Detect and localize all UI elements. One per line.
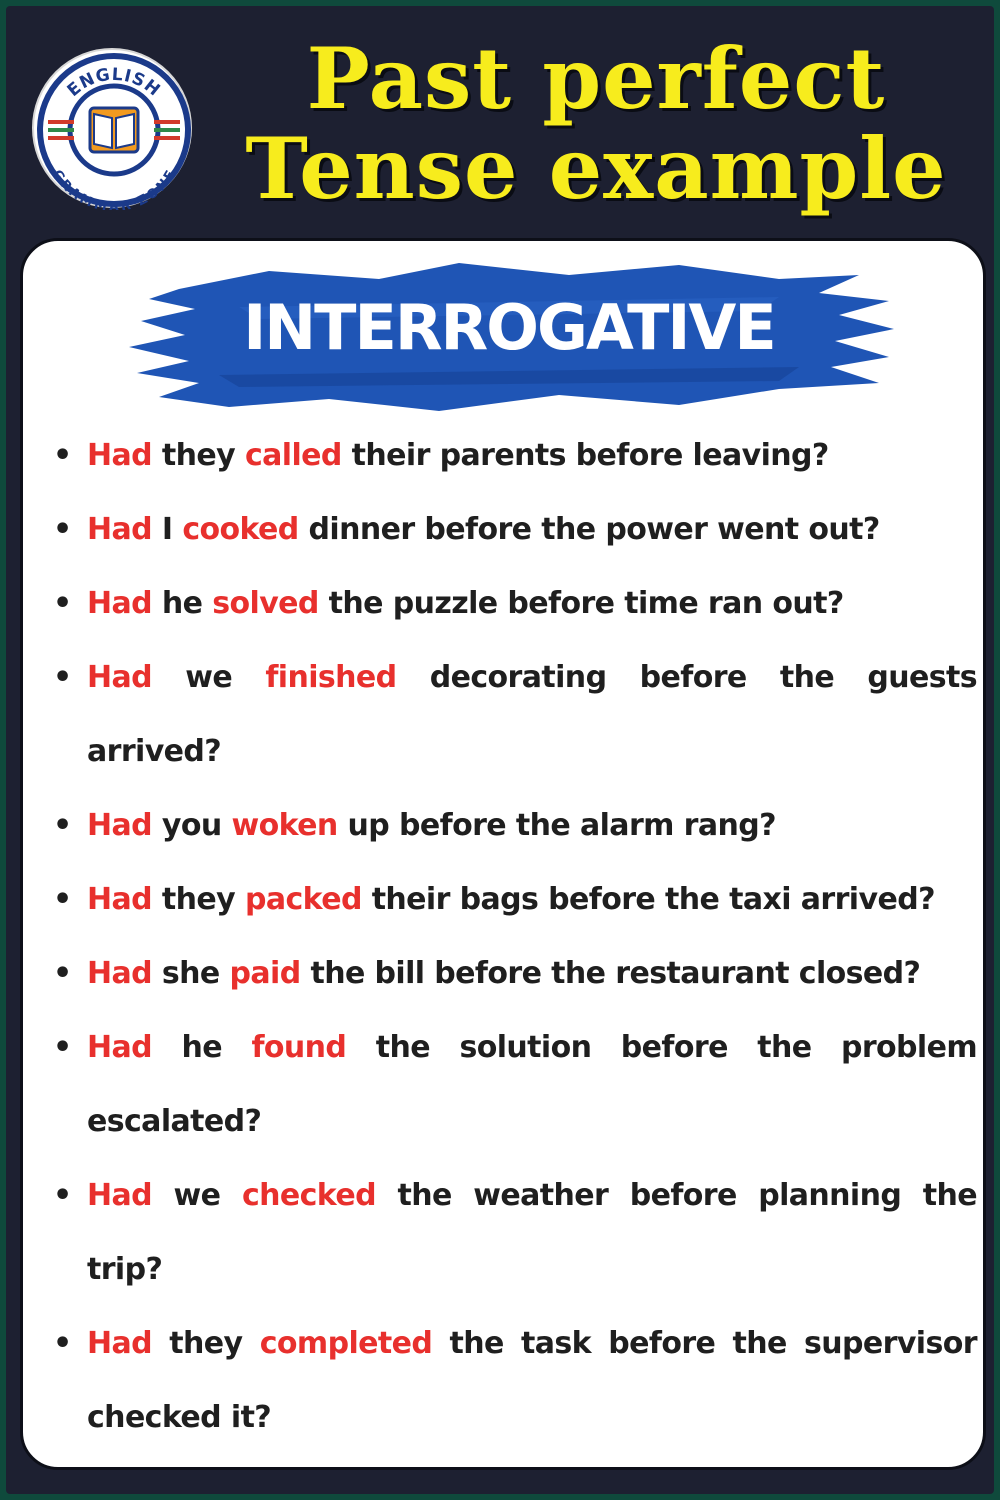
english-grammar-zone-logo — [32, 48, 192, 208]
past-participle-word: checked — [241, 1178, 376, 1213]
sentence-remainder: the task before the supervisor checked it? — [87, 1326, 977, 1435]
subject-word: he — [161, 586, 203, 621]
sentence-remainder: their parents before leaving? — [351, 438, 829, 473]
sentence-remainder: dinner before the power went out? — [308, 512, 880, 547]
list-item — [47, 1011, 977, 1159]
sentence-remainder: up before the alarm rang? — [347, 808, 776, 843]
auxiliary-word: Had — [87, 1178, 153, 1213]
past-participle-word: finished — [265, 660, 397, 695]
sentence-list — [47, 419, 977, 1455]
sentence-remainder: the bill before the restaurant closed? — [310, 956, 921, 991]
subject-word: they — [161, 882, 236, 917]
sentence-remainder: the solution before the problem escalated? — [87, 1030, 977, 1139]
list-item — [47, 789, 977, 863]
auxiliary-word: Had — [87, 438, 153, 473]
list-item — [47, 863, 977, 937]
past-participle-word: packed — [244, 882, 362, 917]
past-participle-word: paid — [229, 956, 301, 991]
book-icon — [90, 108, 138, 152]
bullet-icon: • — [53, 586, 72, 621]
bullet-icon: • — [53, 512, 72, 547]
auxiliary-word: Had — [87, 512, 153, 547]
list-item — [47, 937, 977, 1011]
subject-word: you — [161, 808, 222, 843]
auxiliary-word: Had — [87, 586, 153, 621]
subject-word: we — [185, 660, 233, 695]
past-participle-word: found — [251, 1030, 347, 1065]
bullet-icon: • — [53, 882, 72, 917]
page-frame — [6, 6, 994, 1494]
sentence-remainder: the weather before planning the trip? — [87, 1178, 977, 1287]
subject-word: they — [169, 1326, 243, 1361]
auxiliary-word: Had — [87, 1326, 153, 1361]
section-banner — [119, 249, 899, 425]
subject-word: they — [161, 438, 236, 473]
logo-badge — [34, 50, 194, 210]
list-item — [47, 641, 977, 789]
bullet-icon: • — [53, 1326, 72, 1361]
banner-label: INTERROGATIVE — [243, 291, 775, 364]
subject-word: she — [161, 956, 220, 991]
past-participle-word: cooked — [182, 512, 299, 547]
auxiliary-word: Had — [87, 660, 153, 695]
list-item — [47, 567, 977, 641]
bullet-icon: • — [53, 808, 72, 843]
sentence-remainder: their bags before the taxi arrived? — [371, 882, 935, 917]
bullet-icon: • — [53, 660, 72, 695]
logo-top-text: ENGLISH — [63, 64, 165, 101]
past-participle-word: solved — [212, 586, 319, 621]
bullet-icon: • — [53, 1178, 72, 1213]
auxiliary-word: Had — [87, 1030, 153, 1065]
subject-word: I — [161, 512, 173, 547]
auxiliary-word: Had — [87, 808, 153, 843]
list-item — [47, 1159, 977, 1307]
auxiliary-word: Had — [87, 956, 153, 991]
list-item — [47, 493, 977, 567]
bullet-icon: • — [53, 1030, 72, 1065]
content-card — [20, 238, 986, 1470]
past-participle-word: called — [244, 438, 342, 473]
past-participle-word: woken — [231, 808, 338, 843]
subject-word: we — [173, 1178, 221, 1213]
auxiliary-word: Had — [87, 882, 153, 917]
list-item — [47, 419, 977, 493]
title-line-1: Past perfect — [306, 29, 886, 128]
sentence-remainder: the puzzle before time ran out? — [328, 586, 844, 621]
logo-bottom-text: GRAMMAR ZONE — [49, 167, 180, 210]
page-title — [206, 29, 986, 218]
bullet-icon: • — [53, 438, 72, 473]
list-item — [47, 1307, 977, 1455]
sentence-remainder: decorating before the guests arrived? — [87, 660, 977, 769]
title-line-2: Tense example — [245, 119, 947, 218]
bullet-icon: • — [53, 956, 72, 991]
past-participle-word: completed — [259, 1326, 433, 1361]
subject-word: he — [181, 1030, 222, 1065]
